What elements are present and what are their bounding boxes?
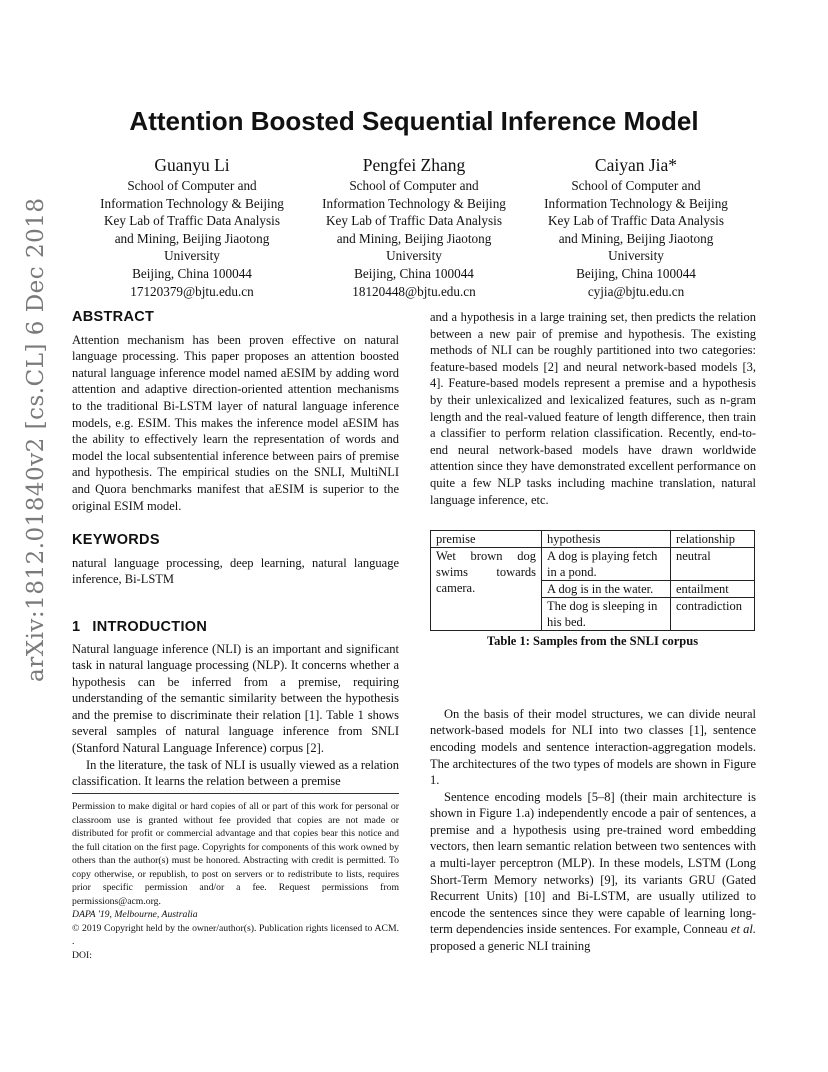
conference-venue: DAPA '19, Melbourne, Australia (72, 909, 198, 920)
author-affiliation-line: School of Computer and (349, 178, 479, 193)
table-cell-hypothesis: A dog is playing fetch in a pond. (542, 548, 671, 581)
author-name: Pengfei Zhang (362, 155, 466, 175)
author-affiliation-line: Information Technology & Beijing (100, 195, 284, 211)
table-header-cell: relationship (671, 531, 755, 548)
right-paragraph-1: and a hypothesis in a large training set, then predicts the relation between a new pair of premise and hypothesis. The existing methods of NLI can be roughly partitioned into two categories: feature-based models [2] and neural network-based models [3, 4]. Feature-based models represent a premise and a hypothesis by their unlexicalized and lexicalized features, such as n-gram length and the real-valued feature of length difference, then train a classifier to perform relation classification. Recently, end-to-end neural network-based models have drawn worldwide attention since they have demonstrated excellent performance on quite a few NLP tasks including machine translation, natural language inference, etc. (430, 310, 756, 507)
samples-table-block (430, 530, 756, 650)
section-heading-introduction (72, 619, 399, 636)
paragraph-text: proposed a generic NLI training (430, 939, 591, 954)
doi-line: DOI: (72, 949, 92, 961)
table-cell-relationship: neutral (671, 548, 755, 581)
table-cell-hypothesis: The dog is sleeping in his bed. (542, 598, 671, 631)
permission-text: Permission to make digital or hard copies of all or part of this work for personal or classroom use is granted without fee provided that copies are not made or distributed for profit or commercial advantage and that copies bear this notice and the full citation on the first page. Copyrights for components of this work owned by others than the author(s) must be honored. Abstracting with credit is permitted. To copy otherwise, or republish, to post on servers or to redistribute to lists, requires prior specific permission and/or a fee. Request permissions from permissions@acm.org. (72, 801, 399, 907)
author-email: 17120379@bjtu.edu.cn (130, 283, 254, 299)
keywords-heading: KEYWORDS (72, 532, 160, 549)
samples-table (430, 530, 755, 631)
arxiv-stamp: arXiv:1812.01840v2 [cs.CL] 6 Dec 2018 (23, 197, 49, 682)
abstract-heading: ABSTRACT (72, 309, 155, 325)
author-affiliation-line: School of Computer and (127, 178, 257, 193)
author-address: Beijing, China 100044 (576, 265, 696, 281)
keywords-text: natural language processing, deep learning, natural language inference, Bi-LSTM (72, 555, 399, 587)
author-affiliation-line: Key Lab of Traffic Data Analysis (326, 213, 502, 229)
author-block-1 (81, 153, 303, 300)
author-affiliation-line: and Mining, Beijing Jiaotong (336, 230, 492, 246)
author-affiliation-line: University (608, 248, 664, 264)
table-cell-hypothesis: A dog is in the water. (542, 581, 671, 598)
author-affiliation-line: and Mining, Beijing Jiaotong (558, 230, 714, 246)
intro-paragraph-1: Natural language inference (NLI) is an important and significant task in natural language processing (NLP). It concerns whether a hypothesis can be inferred from a premise, requiring understanding of the semantic similarity between the hypothesis and the premise to discriminate their relation [1]. Table 1 shows several samples of natural language inference from SNLI (Stanford Natural Language Inference) corpus [2]. (72, 641, 399, 756)
author-affiliation-line: and Mining, Beijing Jiaotong (114, 230, 270, 246)
author-email: cyjia@bjtu.edu.cn (587, 283, 685, 299)
author-block-2 (303, 153, 525, 300)
section-title: INTRODUCTION (92, 618, 208, 635)
paper-title: Attention Boosted Sequential Inference Model (129, 106, 699, 136)
author-affiliation-line: Key Lab of Traffic Data Analysis (104, 213, 280, 229)
author-name: Caiyan Jia* (594, 155, 678, 175)
table-header-cell: hypothesis (542, 531, 671, 548)
table-header-row (431, 531, 755, 548)
right-paragraph-2: On the basis of their model structures, we can divide neural network-based models for NLI into two classes [1], sentence encoding models and sentence interaction-aggregation models. The architectures of the two types of models are shown in Figure 1. (430, 706, 756, 788)
author-affiliation-line: University (164, 248, 220, 264)
intro-paragraph-2: In the literature, the task of NLI is usually viewed as a relation classification. It learns the relation between a premise (72, 757, 399, 789)
table-header-cell: premise (431, 531, 542, 548)
author-affiliation-line: Information Technology & Beijing (544, 195, 728, 211)
author-block-3 (525, 153, 747, 300)
author-name: Guanyu Li (154, 155, 230, 175)
author-affiliation-line: Key Lab of Traffic Data Analysis (548, 213, 724, 229)
emphasis-text: et al. (730, 922, 756, 937)
table-cell-relationship: entailment (671, 581, 755, 598)
author-email: 18120448@bjtu.edu.cn (352, 283, 476, 299)
author-affiliation-line: Information Technology & Beijing (322, 195, 506, 211)
author-address: Beijing, China 100044 (132, 265, 252, 281)
paragraph-text: Sentence encoding models [5–8] (their main architecture is shown in Figure 1.a) independently encode a pair of sentences, a premise and a hypothesis using pre-trained word embedding vectors, then learn semantic relation between two sentences with a multi-layer perceptron (MLP). In these models, LSTM (Long Short-Term Memory networks) [9], its variants GRU (Gated Recurrent Units) [10] and Bi-LSTM, are usually utilized to encode the sentences since they were capable of learning long-term dependencies inside sentences. For example, Conneau (430, 789, 756, 937)
section-number: 1 (72, 618, 81, 635)
right-paragraph-3 (430, 789, 756, 955)
permission-footnote (72, 793, 399, 962)
table-caption: Table 1: Samples from the SNLI corpus (486, 634, 699, 649)
author-address: Beijing, China 100044 (354, 265, 474, 281)
table-cell-premise: Wet brown dog swims towards camera. (431, 548, 542, 631)
author-affiliation-line: School of Computer and (571, 178, 701, 193)
copyright-notice: © 2019 Copyright held by the owner/author(s). Publication rights licensed to ACM. . (72, 922, 399, 947)
table-row (431, 548, 755, 581)
table-cell-relationship: contradiction (671, 598, 755, 631)
abstract-text: Attention mechanism has been proven effective on natural language processing. This paper proposes an attention boosted natural language inference model named aESIM by adding word attention and adaptive direction-oriented attention mechanisms to the traditional Bi-LSTM layer of natural language inference models, e.g. ESIM. This makes the inference model aESIM has the ability to effectively learn the representation of words and model the local subsentential inference between pairs of premise and hypothesis. The empirical studies on the SNLI, MultiNLI and Quora benchmarks manifest that aESIM is superior to the original ESIM model. (72, 332, 399, 513)
author-affiliation-line: University (386, 248, 442, 264)
right-column (430, 309, 756, 955)
left-column (72, 309, 399, 790)
